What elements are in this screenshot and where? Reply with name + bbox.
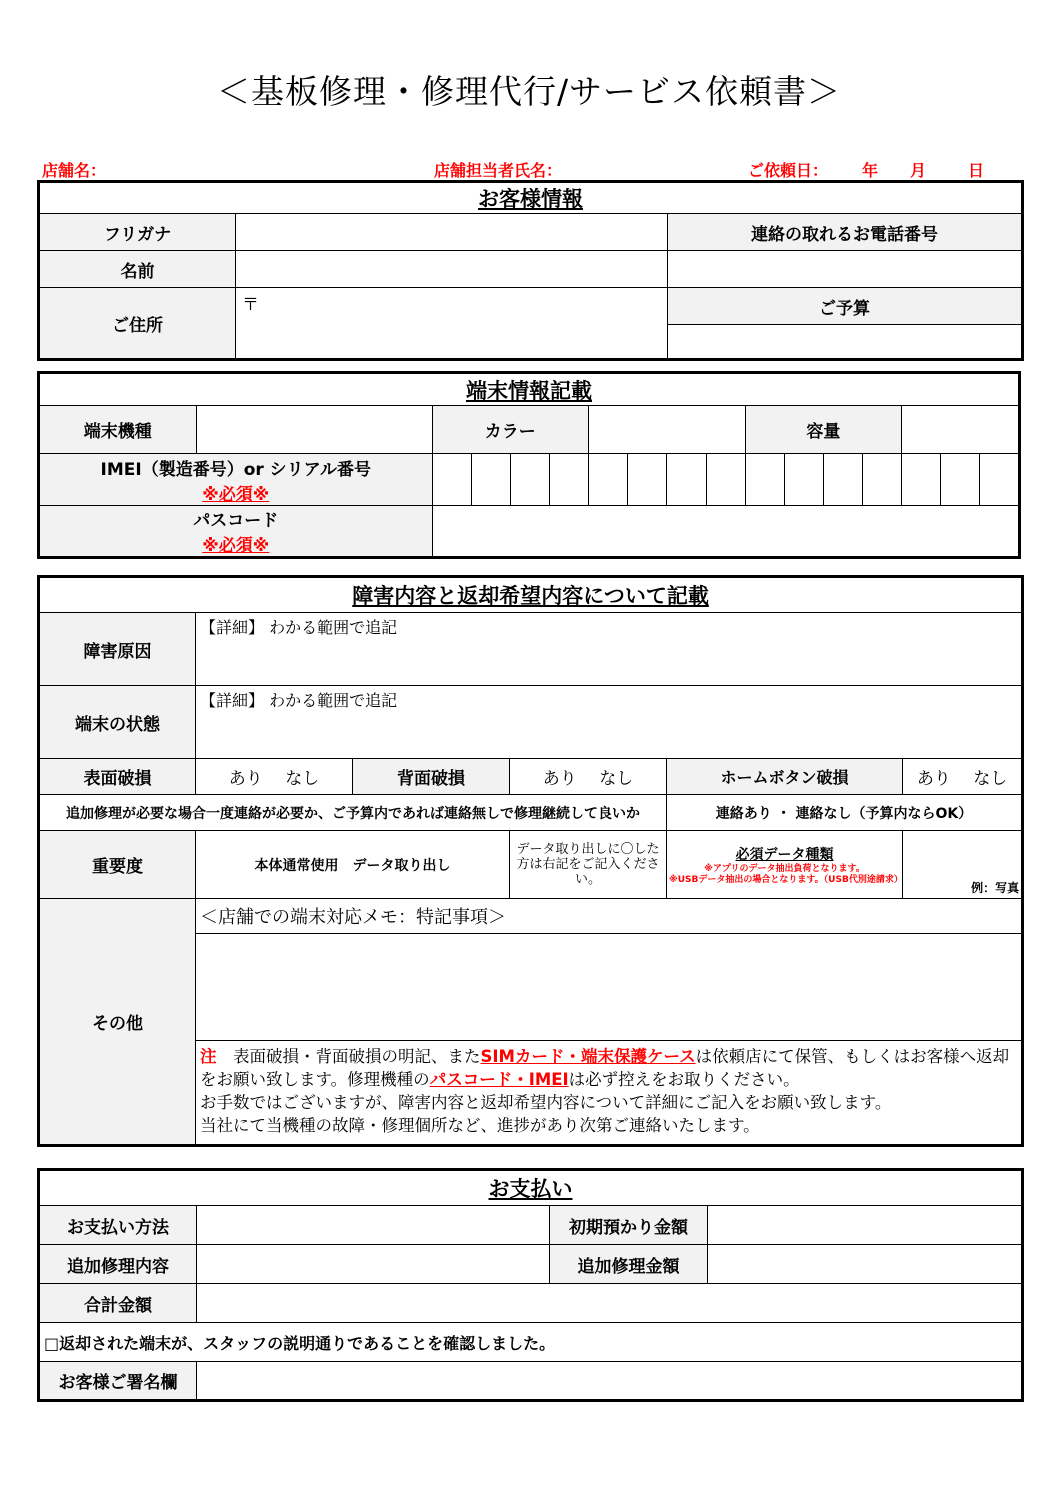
- notice-block: [196, 1041, 1023, 1146]
- imei-digit-box[interactable]: [941, 454, 980, 506]
- imei-digit-box[interactable]: [510, 454, 549, 506]
- payment-table: [37, 1168, 1024, 1402]
- signature-label: お客様ご署名欄: [39, 1362, 197, 1401]
- passcode-required: ※必須※: [202, 536, 270, 556]
- month-label: 月: [910, 161, 927, 180]
- memo-title: ＜店舗での端末対応メモ：特記事項＞: [196, 899, 1023, 934]
- additional-repair-label: 追加修理内容: [39, 1245, 197, 1284]
- staff-name-label: 店舗担当者氏名：: [434, 161, 563, 180]
- notice-mark: 注: [200, 1047, 217, 1066]
- required-data-note-2: ※USBデータ抽出の場合となります。（USB代別途請求）: [669, 874, 903, 885]
- total-label: 合計金額: [39, 1284, 197, 1323]
- payment-method-label: お支払い方法: [39, 1206, 197, 1245]
- notice-text-1: 表面破損・背面破損の明記、また: [216, 1047, 481, 1066]
- required-data-cell[interactable]: [667, 831, 903, 899]
- imei-digit-box[interactable]: [863, 454, 902, 506]
- capacity-label: 容量: [745, 406, 902, 454]
- notice-line-3: お手数ではございますが、障害内容と返却希望内容について詳細にご記入をお願い致します。: [200, 1093, 892, 1112]
- imei-digit-box[interactable]: [549, 454, 588, 506]
- notice-paragraph: [200, 1045, 1017, 1091]
- confirm-checkbox-line[interactable]: □返却された端末が、スタッフの説明通りであることを確認しました。: [39, 1323, 1023, 1362]
- home-button-damage-options[interactable]: あり なし: [903, 759, 1023, 795]
- imei-digit-box[interactable]: [823, 454, 862, 506]
- payment-section-title: お支払い: [39, 1170, 1023, 1206]
- request-date-label: ご依頼日：: [748, 161, 829, 180]
- model-field[interactable]: [196, 406, 432, 454]
- state-hint: 【詳細】 わかる範囲で追記: [200, 691, 398, 710]
- furigana-field[interactable]: [236, 214, 668, 251]
- color-field[interactable]: [589, 406, 746, 454]
- home-button-damage-label: ホームボタン破損: [667, 759, 903, 795]
- name-field[interactable]: [236, 251, 668, 288]
- passcode-field[interactable]: [432, 506, 1019, 558]
- importance-label: 重要度: [39, 831, 196, 899]
- address-label: ご住所: [39, 288, 236, 360]
- state-field[interactable]: [196, 686, 1023, 759]
- store-name-label: 店舗名：: [42, 161, 107, 180]
- imei-digit-box[interactable]: [471, 454, 510, 506]
- imei-label-text: IMEI（製造番号）or シリアル番号: [100, 459, 371, 480]
- data-extraction-note: データ取り出しに〇した方は右記をご記入ください。: [510, 831, 667, 899]
- postal-mark: 〒: [242, 295, 259, 315]
- data-example[interactable]: 例：写真: [903, 831, 1023, 899]
- deposit-field[interactable]: [708, 1206, 1023, 1245]
- color-label: カラー: [432, 406, 589, 454]
- notice-text-2: は依頼店にて保管、もしくはお客様へ返却をお願い致します。修理機種の: [200, 1047, 1010, 1089]
- customer-section-title: お客様情報: [39, 182, 1023, 214]
- required-data-note-1: ※アプリのデータ抽出負荷となります。: [704, 863, 865, 874]
- day-label: 日: [968, 161, 985, 180]
- required-data-title: 必須データ種類: [735, 846, 834, 863]
- name-label: 名前: [39, 251, 236, 288]
- imei-digit-box[interactable]: [980, 454, 1020, 506]
- notice-sim-case-link: SIMカード・端末保護ケース: [480, 1047, 696, 1066]
- total-field[interactable]: [197, 1284, 1023, 1323]
- signature-field[interactable]: [197, 1362, 1023, 1401]
- fault-info-table: [37, 575, 1024, 1147]
- notice-passcode-imei-link: パスコード・IMEI: [429, 1070, 569, 1089]
- memo-field[interactable]: [196, 934, 1023, 1041]
- page-title: ＜基板修理・修理代行/サービス依頼書＞: [216, 72, 842, 111]
- state-label: 端末の状態: [39, 686, 196, 759]
- deposit-label: 初期預かり金額: [550, 1206, 708, 1245]
- phone-field[interactable]: [668, 251, 1023, 288]
- notice-text-3: は必ず控えをお取りください。: [568, 1070, 800, 1089]
- passcode-label: [39, 506, 433, 558]
- address-field[interactable]: [236, 288, 668, 360]
- cause-field[interactable]: [196, 613, 1023, 686]
- imei-required: ※必須※: [202, 484, 270, 505]
- payment-method-field[interactable]: [197, 1206, 550, 1245]
- year-label: 年: [862, 161, 879, 180]
- budget-label: ご予算: [668, 288, 1023, 325]
- other-label: その他: [39, 899, 196, 1146]
- capacity-field[interactable]: [902, 406, 1020, 454]
- contact-options[interactable]: 連絡あり ・ 連絡なし（予算内ならOK）: [667, 795, 1023, 831]
- additional-repair-field[interactable]: [197, 1245, 550, 1284]
- notice-line-4: 当社にて当機種の故障・修理個所など、進捗があり次第ご連絡いたします。: [200, 1116, 760, 1135]
- budget-field[interactable]: [668, 325, 1023, 360]
- additional-amount-label: 追加修理金額: [550, 1245, 708, 1284]
- cause-hint: 【詳細】 わかる範囲で追記: [200, 618, 398, 637]
- back-damage-label: 背面破損: [353, 759, 510, 795]
- furigana-label: フリガナ: [39, 214, 236, 251]
- model-label: 端末機種: [39, 406, 197, 454]
- imei-digit-box[interactable]: [902, 454, 941, 506]
- cause-label: 障害原因: [39, 613, 196, 686]
- imei-digit-box[interactable]: [432, 454, 471, 506]
- imei-digit-box[interactable]: [667, 454, 706, 506]
- front-damage-label: 表面破損: [39, 759, 196, 795]
- contact-question: 追加修理が必要な場合一度連絡が必要か、ご予算内であれば連絡無しで修理継続して良いか: [39, 795, 667, 831]
- imei-label: [39, 454, 433, 506]
- importance-options[interactable]: 本体通常使用 データ取り出し: [196, 831, 510, 899]
- fault-section-title: 障害内容と返却希望内容について記載: [39, 577, 1023, 613]
- customer-info-table: [37, 180, 1024, 361]
- imei-digit-box[interactable]: [589, 454, 628, 506]
- back-damage-options[interactable]: あり なし: [510, 759, 667, 795]
- imei-digit-box[interactable]: [706, 454, 745, 506]
- phone-label: 連絡の取れるお電話番号: [668, 214, 1023, 251]
- device-info-table: [37, 371, 1021, 559]
- device-section-title: 端末情報記載: [39, 373, 1020, 406]
- front-damage-options[interactable]: あり なし: [196, 759, 353, 795]
- passcode-label-text: パスコード: [193, 511, 279, 531]
- imei-digit-box[interactable]: [628, 454, 667, 506]
- additional-amount-field[interactable]: [708, 1245, 1023, 1284]
- imei-digit-box[interactable]: [784, 454, 823, 506]
- imei-digit-box[interactable]: [745, 454, 784, 506]
